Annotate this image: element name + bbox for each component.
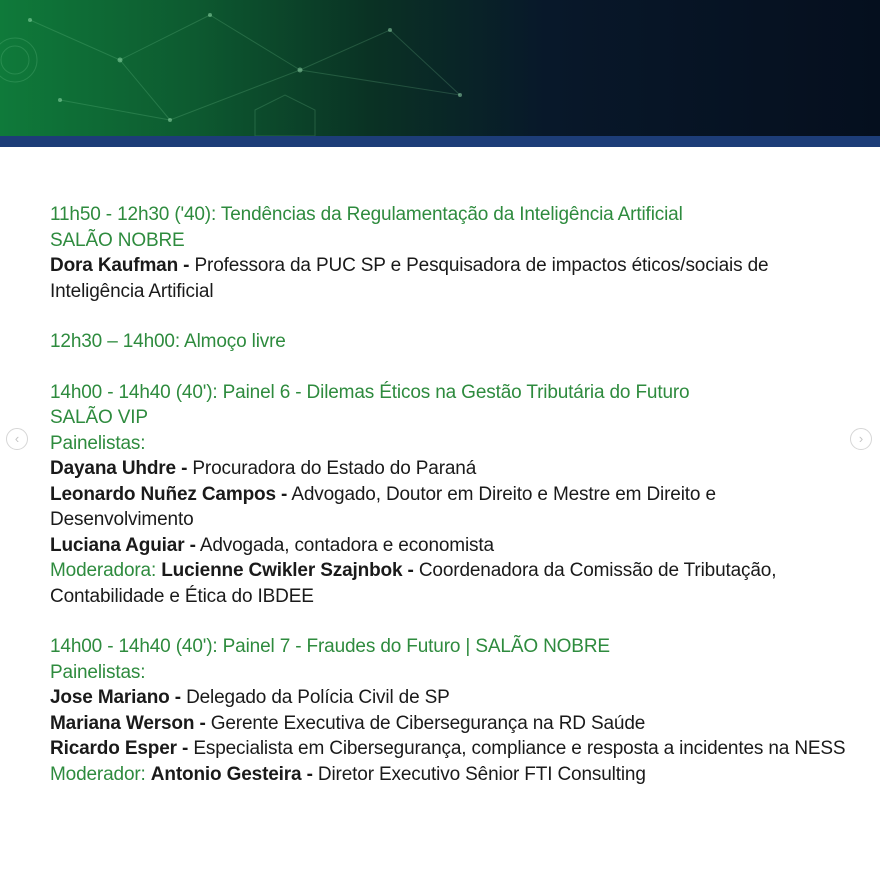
session-heading: 11h50 - 12h30 ('40): Tendências da Regulamentação da Inteligência Artificial <box>50 204 683 225</box>
session-heading: 12h30 – 14h00: Almoço livre <box>50 331 286 352</box>
speaker-name: Leonardo Nuñez Campos - <box>50 483 288 505</box>
speaker-name: Dayana Uhdre - <box>50 458 188 479</box>
speaker-name: Jose Mariano - <box>50 687 181 708</box>
moderator-line <box>50 558 850 609</box>
moderator-description: Diretor Executivo Sênior FTI Consulting <box>312 763 646 785</box>
speaker-description: Advogada, contadora e economista <box>195 534 494 556</box>
moderator-name: Lucienne Cwikler Szajnbok - <box>161 560 414 581</box>
moderator-label: Moderadora: <box>50 560 162 581</box>
chevron-right-icon[interactable]: › <box>850 428 872 450</box>
speaker-description: Professora da PUC SP e Pesquisadora de impactos éticos/sociais de Inteligência Artificial <box>50 255 769 302</box>
speaker-name: Luciana Aguiar - <box>50 534 196 556</box>
speaker-description: Gerente Executiva de Cibersegurança na RD Saúde <box>205 712 646 734</box>
panel-label: Painelistas: <box>50 661 146 683</box>
speaker-description: Especialista em Cibersegurança, compliance e resposta a incidentes na NESS <box>188 738 846 759</box>
speaker-line <box>50 456 850 482</box>
banner-stripe <box>0 136 880 147</box>
speaker-line <box>50 533 850 559</box>
session-heading: 14h00 - 14h40 (40'): Painel 6 - Dilemas Éticos na Gestão Tributária do Futuro <box>50 381 690 403</box>
moderator-line <box>50 762 850 788</box>
network-graphic <box>0 0 880 136</box>
speaker-description: Advogado, Doutor em Direito e Mestre em Direito e Desenvolvimento <box>50 483 716 530</box>
session-room: SALÃO VIP <box>50 407 148 428</box>
speaker-name: Ricardo Esper - <box>50 738 189 759</box>
session-heading: 14h00 - 14h40 (40'): Painel 7 - Fraudes do Futuro | SALÃO NOBRE <box>50 636 610 657</box>
speaker-description: Delegado da Polícia Civil de SP <box>180 687 450 708</box>
panel-label: Painelistas: <box>50 432 146 454</box>
session-block <box>50 380 850 610</box>
moderator-description: Coordenadora da Comissão de Tributação, Contabilidade e Ética do IBDEE <box>50 560 777 607</box>
speaker-description: Procuradora do Estado do Paraná <box>187 458 477 479</box>
speaker-line <box>50 685 850 711</box>
schedule-list <box>50 202 850 812</box>
chevron-left-icon[interactable]: ‹ <box>6 428 28 450</box>
session-block <box>50 634 850 787</box>
speaker-line <box>50 253 850 304</box>
speaker-name: Mariana Werson - <box>50 712 206 734</box>
speaker-line <box>50 482 850 533</box>
moderator-name: Antonio Gesteira - <box>150 763 313 785</box>
header-banner <box>0 0 880 136</box>
speaker-line <box>50 736 850 762</box>
session-block <box>50 329 850 355</box>
speaker-name: Dora Kaufman - <box>50 255 190 276</box>
speaker-line <box>50 711 850 737</box>
moderator-label: Moderador: <box>50 763 151 785</box>
session-room: SALÃO NOBRE <box>50 229 185 251</box>
session-block <box>50 202 850 304</box>
